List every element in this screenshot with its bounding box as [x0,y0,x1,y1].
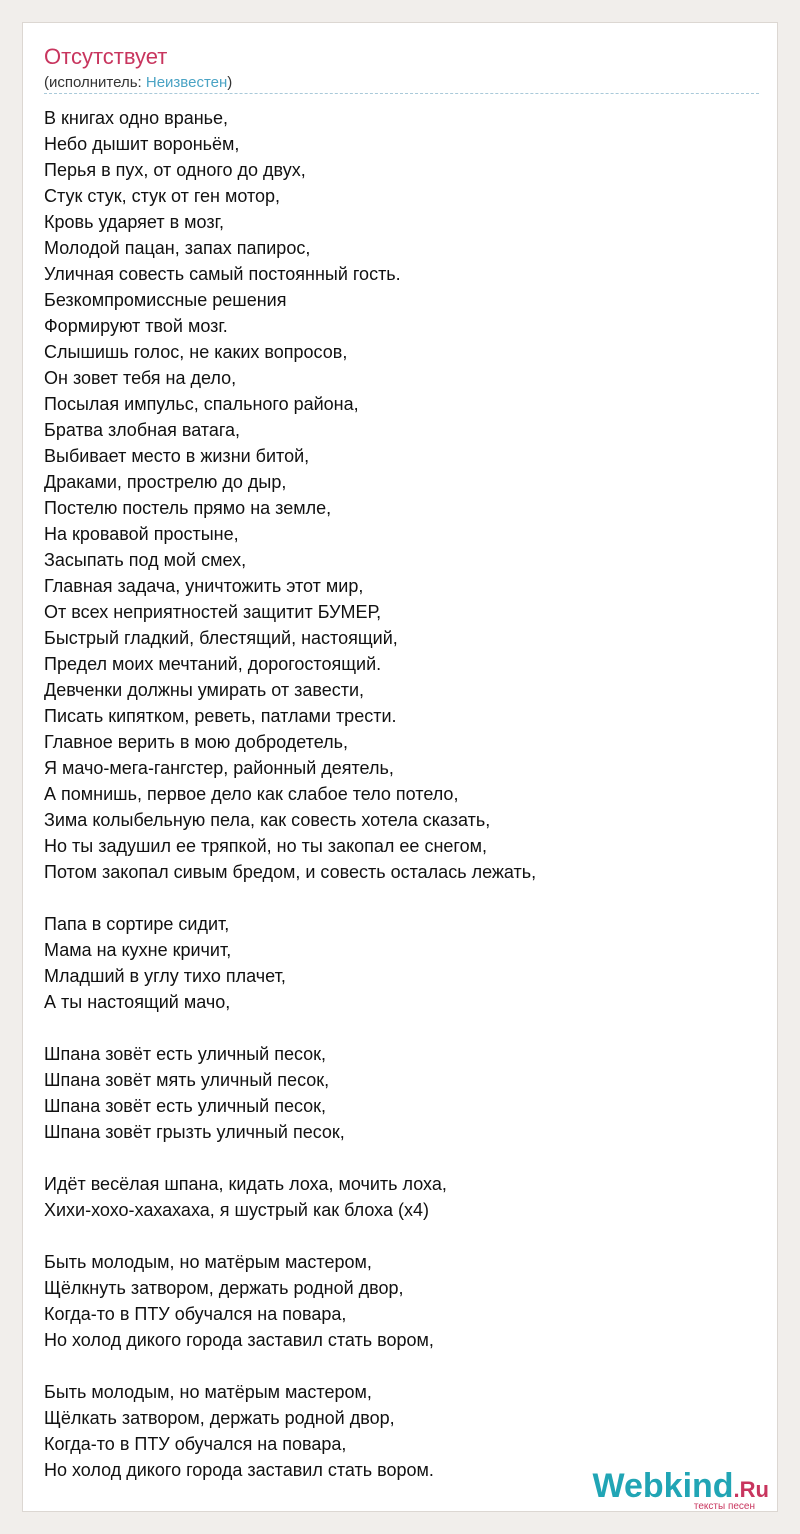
stanza-break [44,1223,759,1249]
lyric-line: Стук стук, стук от ген мотор, [44,186,281,206]
artist-prefix: (исполнитель: [44,74,146,91]
lyric-line: Небо дышит вороньём, [44,134,240,154]
lyric-line: От всех неприятностей защитит БУМЕР, [44,602,382,622]
lyric-line: Младший в углу тихо плачет, [44,966,286,986]
lyric-line: Щёлкнуть затвором, держать родной двор, [44,1278,404,1298]
lyric-line: Кровь ударяет в мозг, [44,212,224,232]
lyric-line: Писать кипятком, реветь, патлами трести. [44,706,397,726]
lyric-line: Засыпать под мой смех, [44,550,247,570]
lyric-line: Выбивает место в жизни битой, [44,446,310,466]
lyric-line: Он зовет тебя на дело, [44,368,237,388]
lyric-line: Слышишь голос, не каких вопросов, [44,342,348,362]
lyric-line: На кровавой простыне, [44,524,239,544]
logo-wordmark: Webkind [592,1467,734,1505]
lyric-line: Постелю постель прямо на земле, [44,498,332,518]
lyric-line: В книгах одно вранье, [44,108,229,128]
lyric-line: Молодой пацан, запах папирос, [44,238,311,258]
lyric-line: Драками, прострелю до дыр, [44,472,287,492]
stanza-break [44,885,759,911]
lyric-line: Быть молодым, но матёрым мастером, [44,1252,372,1272]
lyric-line: Главная задача, уничтожить этот мир, [44,576,364,596]
lyric-line: Братва злобная ватага, [44,420,241,440]
lyric-line: Шпана зовёт есть уличный песок, [44,1044,327,1064]
lyric-line: Зима колыбельную пела, как совесть хотела сказать, [44,810,491,830]
artist-link[interactable]: Неизвестен [145,74,228,91]
lyric-line: Быстрый гладкий, блестящий, настоящий, [44,628,398,648]
lyric-line: Перья в пух, от одного до двух, [44,160,306,180]
lyric-line: Безкомпромиссные решения [44,290,287,310]
lyric-line: Шпана зовёт грызть уличный песок, [44,1122,345,1142]
lyric-line: Потом закопал сивым бредом, и совесть осталась лежать, [44,862,537,882]
lyric-line: Шпана зовёт есть уличный песок, [44,1096,327,1116]
lyric-line: Шпана зовёт мять уличный песок, [44,1070,330,1090]
artist-suffix: ) [227,74,233,91]
lyric-line: Но холод дикого города заставил стать вором. [44,1460,434,1480]
lyrics-card [22,22,778,1512]
lyric-line: Посылая импульс, спального района, [44,394,359,414]
lyric-line: Девченки должны умирать от завести, [44,680,365,700]
lyric-line: Уличная совесть самый постоянный гость. [44,264,401,284]
logo-domain: .Ru [733,1477,769,1502]
lyric-line: Но ты задушил ее тряпкой, но ты закопал ее снегом, [44,836,487,856]
stanza-break [44,1015,759,1041]
lyric-line: Предел моих мечтаний, дорогостоящий. [44,654,382,674]
lyric-line: Я мачо-мега-гангстер, районный деятель, [44,758,394,778]
lyric-line: Хихи-хохо-хахахаха, я шустрый как блоха (x4) [44,1200,429,1220]
lyric-line: Когда-то в ПТУ обучался на повара, [44,1304,347,1324]
header-divider [44,93,759,94]
lyric-line: Мама на кухне кричит, [44,940,232,960]
lyric-line: Когда-то в ПТУ обучался на повара, [44,1434,347,1454]
lyric-line: Щёлкать затвором, держать родной двор, [44,1408,395,1428]
artist-line [44,73,232,93]
lyric-line: Формируют твой мозг. [44,316,228,336]
lyric-line: Но холод дикого города заставил стать вором, [44,1330,434,1350]
lyric-line: А помнишь, первое дело как слабое тело потело, [44,784,459,804]
lyrics-text [44,105,759,1483]
logo-subtitle: тексты песен [693,1501,755,1512]
lyric-line: Идёт весёлая шпана, кидать лоха, мочить лоха, [44,1174,447,1194]
stanza-break [44,1353,759,1379]
song-title: Отсутствует [44,44,168,69]
lyric-line: Папа в сортире сидит, [44,914,230,934]
lyric-line: Главное верить в мою добродетель, [44,732,348,752]
stanza-break [44,1145,759,1171]
site-logo[interactable] [592,1467,770,1512]
lyric-line: А ты настоящий мачо, [44,992,231,1012]
lyric-line: Быть молодым, но матёрым мастером, [44,1382,372,1402]
